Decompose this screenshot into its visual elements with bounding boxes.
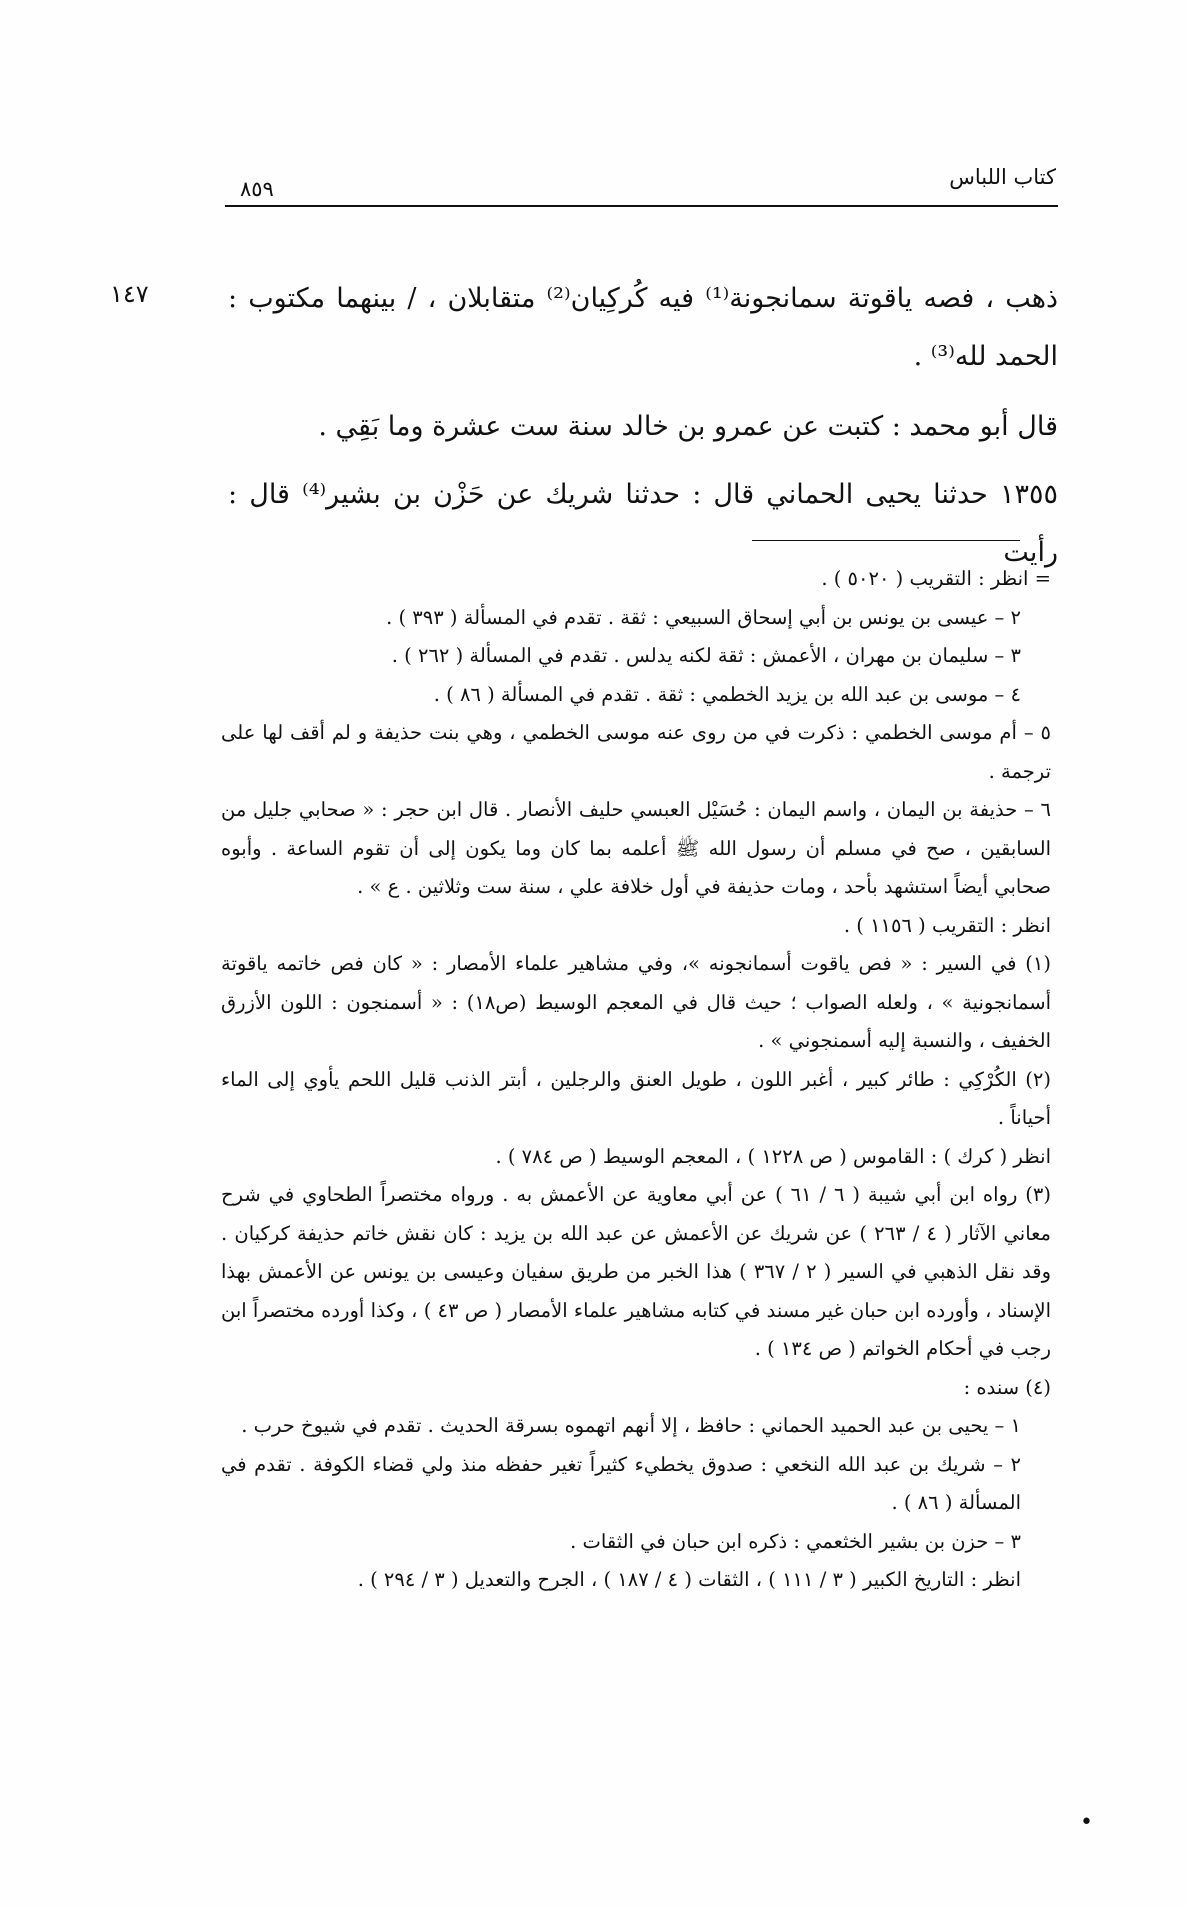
footnote-line: (٢) الكُرْكِي : طائر كبير ، أغبر اللون ، طويل العنق والرجلين ، أبتر الذنب قليل اللحم يأوي إلى الماء أحياناً . xyxy=(221,1067,1051,1129)
main-text-paragraph: قال أبو محمد : كتبت عن عمرو بن خالد سنة ست عشرة وما بَقِي . xyxy=(318,411,1058,442)
main-text-paragraph: ١٣٥٥ حدثنا يحيى الحماني قال : حدثنا شريك عن حَزْن بن بشير⁽⁴⁾ قال : رأيت xyxy=(228,479,1058,568)
footnote-line: (٤) سنده : xyxy=(963,1375,1051,1399)
page-number: ٨٥٩ xyxy=(240,177,274,201)
footnote-line: ١ – يحيى بن عبد الحميد الحماني : حافظ ، إلا أنهم اتهموه بسرقة الحديث . تقدم في شيوخ حرب . xyxy=(241,1414,1021,1437)
footnote-line: ٣ – حزن بن بشير الخثعمي : ذكره ابن حبان في الثقات . xyxy=(570,1529,1021,1553)
footnote-line: ٢ – عيسى بن يونس بن أبي إسحاق السبيعي : ثقة . تقدم في المسألة ( ٣٩٣ ) . xyxy=(386,605,1021,629)
stray-mark: • xyxy=(1080,1810,1093,1835)
footnote-line: = انظر : التقريب ( ٥٠٢٠ ) . xyxy=(821,567,1051,590)
footnote-separator xyxy=(752,540,1020,541)
footnote-line: ٥ – أم موسى الخطمي : ذكرت في من روى عنه موسى الخطمي ، وهي بنت حذيفة و لم أقف لها على ترجمة . xyxy=(221,721,1051,783)
footnote-line: ٤ – موسى بن عبد الله بن يزيد الخطمي : ثقة . تقدم في المسألة ( ٨٦ ) . xyxy=(433,682,1021,706)
footnote-line: انظر : التاريخ الكبير ( ٣ / ١١١ ) ، الثقات ( ٤ / ١٨٧ ) ، الجرح والتعديل ( ٣ / ٢٩٤ ) . xyxy=(357,1568,1021,1591)
margin-folio-number: ١٤٧ xyxy=(110,280,149,308)
footnote-line: انظر ( كرك ) : القاموس ( ص ١٢٢٨ ) ، المعجم الوسيط ( ص ٧٨٤ ) . xyxy=(495,1144,1051,1168)
main-text-paragraph: ذهب ، فصه ياقوتة سمانجونة⁽¹⁾ فيه كُركِيان⁽²⁾ متقابلان ، / بينهما مكتوب : الحمد لله⁽³⁾ . xyxy=(228,283,1058,372)
footnote-line: (٣) رواه ابن أبي شيبة ( ٦ / ٦١ ) عن أبي معاوية عن الأعمش به . ورواه مختصراً الطحاوي في شرح معاني الآثار ( ٤ / ٢٦٣ ) عن شريك عن الأعمش عن عبد الله بن يزيد : كان نقش خاتم حذيفة كركيان . وقد نقل الذهبي في السير ( ٢ / ٣٦٧ ) هذا الخبر من طريق سفيان وعيسى بن يونس عن الأعمش بهذا الإسناد ، وأورده ابن حبان غير مسند في كتابه مشاهير علماء الأمصار ( ص ٤٣ ) ، وكذا أورده مختصراً ابن رجب في أحكام الخواتم ( ص ١٣٤ ) . xyxy=(221,1183,1051,1360)
running-head-title: كتاب اللباس xyxy=(949,165,1056,189)
footnotes-block xyxy=(221,560,1051,1600)
header-rule xyxy=(225,205,1058,207)
footnote-line: ٢ – شريك بن عبد الله النخعي : صدوق يخطيء كثيراً تغير حفظه منذ ولي قضاء الكوفة . تقدم في المسألة ( ٨٦ ) . xyxy=(221,1452,1021,1514)
footnote-line: انظر : التقريب ( ١١٥٦ ) . xyxy=(843,913,1051,937)
footnote-line: (١) في السير : « فص ياقوت أسمانجونه »، وفي مشاهير علماء الأمصار : « كان فص خاتمه ياقوتة أسمانجونية » ، ولعله الصواب ؛ حيث قال في المعجم الوسيط (ص١٨) : « أسمنجون : اللون الأزرق الخفيف ، والنسبة إليه أسمنجوني » . xyxy=(221,952,1051,1052)
footnote-line: ٣ – سليمان بن مهران ، الأعمش : ثقة لكنه يدلس . تقدم في المسألة ( ٢٦٢ ) . xyxy=(391,644,1021,667)
footnote-line: ٦ – حذيفة بن اليمان ، واسم اليمان : حُسَيْل العبسي حليف الأنصار . قال ابن حجر : « صحابي جليل من السابقين ، صح في مسلم أن رسول الله ﷺ أعلمه بما كان وما يكون إلى أن تقوم الساعة . وأبوه صحابي أيضاً استشهد بأحد ، ومات حذيفة في أول خلافة علي ، سنة ست وثلاثين . ع » . xyxy=(221,798,1051,898)
